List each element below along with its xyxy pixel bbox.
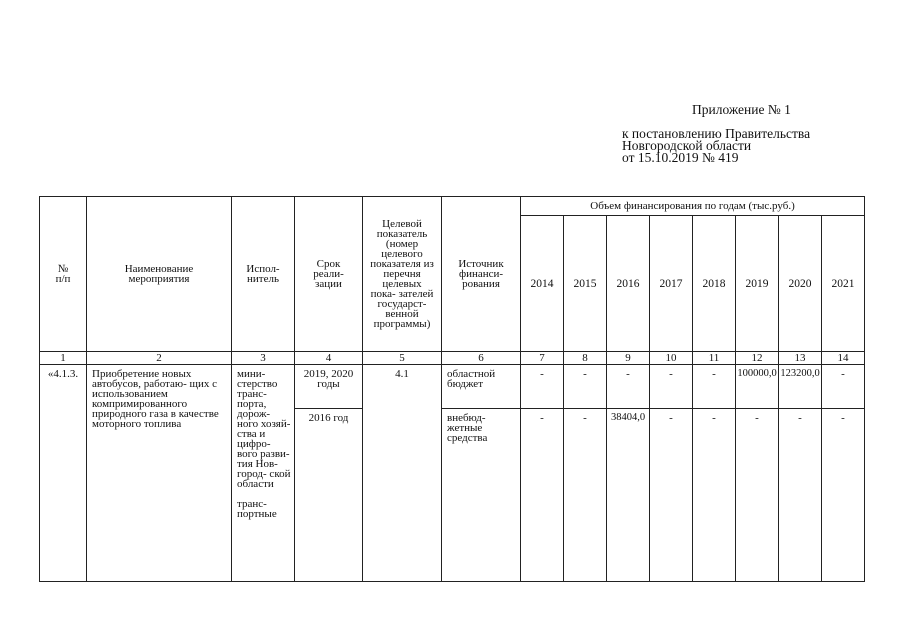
header-year: 2015 — [564, 216, 607, 352]
column-number: 11 — [693, 352, 736, 365]
column-number: 4 — [295, 352, 363, 365]
column-number: 13 — [779, 352, 822, 365]
value-cell: - — [521, 409, 564, 582]
value-cell: - — [822, 365, 865, 409]
column-number: 2 — [87, 352, 232, 365]
value-cell: - — [822, 409, 865, 582]
column-number: 9 — [607, 352, 650, 365]
header-year: 2017 — [650, 216, 693, 352]
header-year: 2020 — [779, 216, 822, 352]
column-number: 6 — [442, 352, 521, 365]
column-number: 5 — [363, 352, 442, 365]
appendix-line: от 15.10.2019 № 419 — [622, 150, 739, 165]
row-number: «4.1.3. — [40, 365, 87, 582]
column-number: 1 — [40, 352, 87, 365]
value-cell: - — [564, 365, 607, 409]
row-executor — [232, 365, 295, 582]
term-cell: 2019, 2020 годы — [295, 365, 363, 409]
header-executor: Испол- нитель — [232, 197, 295, 352]
header-funding-group: Объем финансирования по годам (тыс.руб.) — [521, 197, 865, 216]
value-cell: - — [650, 365, 693, 409]
value-cell: 38404,0 — [607, 409, 650, 582]
value-cell: - — [693, 409, 736, 582]
row-name: Приобретение новых автобусов, работаю- щих с использованием компримированного природного газа в качестве моторного топлива — [87, 365, 232, 582]
header-source: Источник финанси- рования — [442, 197, 521, 352]
appendix-title: Приложение № 1 — [692, 102, 791, 117]
term-cell: 2016 год — [295, 409, 363, 582]
column-number: 8 — [564, 352, 607, 365]
column-number: 14 — [822, 352, 865, 365]
appendix-line: Новгородской области — [622, 138, 752, 153]
value-cell: - — [521, 365, 564, 409]
source-cell: областной бюджет — [442, 365, 521, 409]
header-year: 2019 — [736, 216, 779, 352]
executor-text-continued: транс- портные — [237, 498, 277, 520]
target-cell: 4.1 — [363, 365, 442, 582]
value-cell: - — [779, 409, 822, 582]
header-year: 2016 — [607, 216, 650, 352]
column-number: 12 — [736, 352, 779, 365]
value-cell: - — [564, 409, 607, 582]
header-target: Целевой показатель (номер целевого показателя из перечня целевых пока- зателей государст- венной программы) — [363, 197, 442, 352]
header-year: 2021 — [822, 216, 865, 352]
header-name: Наименование мероприятия — [87, 197, 232, 352]
header-year: 2018 — [693, 216, 736, 352]
value-cell: - — [650, 409, 693, 582]
value-cell: - — [736, 409, 779, 582]
header-year: 2014 — [521, 216, 564, 352]
appendix-line: к постановлению Правительства — [622, 126, 811, 141]
header-num: № п/п — [40, 197, 87, 352]
value-cell: - — [607, 365, 650, 409]
column-number: 10 — [650, 352, 693, 365]
value-cell: - — [693, 365, 736, 409]
executor-text: мини- стерство транс- порта, дорож- ного хозяй- ства и цифро- вого разви- тия Нов- город- ской области — [237, 368, 291, 490]
funding-table — [39, 196, 865, 582]
value-cell: 123200,0 — [779, 365, 822, 409]
source-cell: внебюд- жетные средства — [442, 409, 521, 582]
column-number: 3 — [232, 352, 295, 365]
header-term: Срок реали- зации — [295, 197, 363, 352]
value-cell: 100000,0 — [736, 365, 779, 409]
column-number: 7 — [521, 352, 564, 365]
